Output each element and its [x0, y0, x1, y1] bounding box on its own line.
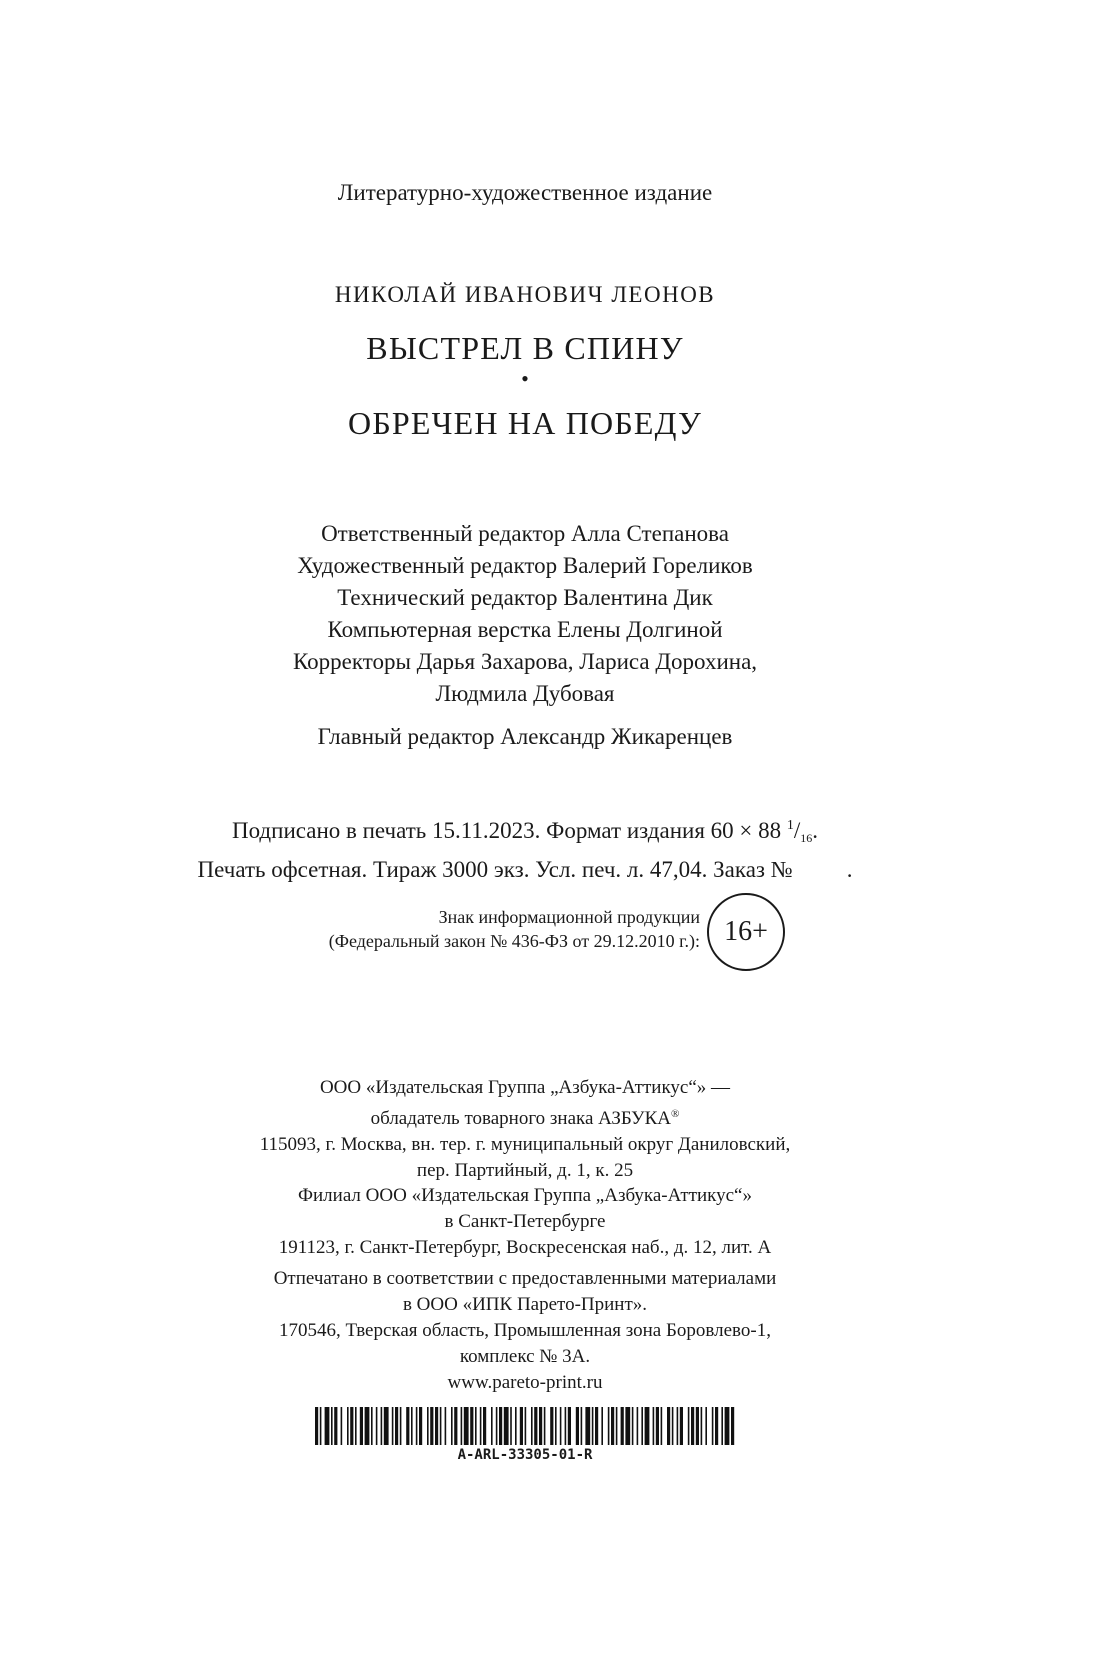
credit-line: Компьютерная верстка Елены Долгиной	[327, 617, 723, 642]
barcode-bar	[400, 1407, 402, 1445]
barcode-bar	[525, 1407, 527, 1445]
barcode-bar	[595, 1407, 598, 1445]
credit-line: Художественный редактор Валерий Гореликов	[297, 553, 753, 578]
barcode-bar	[376, 1407, 378, 1445]
barcode-bar	[483, 1407, 486, 1445]
barcode-bar	[731, 1407, 734, 1445]
barcode-bar	[712, 1407, 714, 1445]
barcode-bar	[555, 1407, 557, 1445]
barcode-bar	[625, 1407, 630, 1445]
age-rating-badge: 16+	[707, 893, 785, 971]
barcode-bar	[621, 1407, 624, 1445]
barcode-bar	[715, 1407, 718, 1445]
barcode-bar	[721, 1407, 723, 1445]
barcode-code: A-ARL-33305-01-R	[457, 1447, 593, 1463]
barcode-bar	[320, 1407, 322, 1445]
printer-info: Отпечатано в соответствии с предоставленными материалами в ООО «ИПК Парето-Принт». 170546, Тверская область, Промышленная зона Боровлево-1, комплекс № 3А. www.pareto-print.ru	[0, 1266, 1050, 1396]
format-fraction: $^1/_{16}$	[786, 818, 813, 845]
barcode-bar	[565, 1407, 567, 1445]
edition-type: Литературно-художественное издание	[337, 180, 713, 205]
barcode-bar	[534, 1407, 537, 1445]
barcode	[315, 1407, 735, 1445]
barcode-bar	[601, 1407, 603, 1445]
barcode-bar	[461, 1407, 463, 1445]
barcode-bar	[608, 1407, 610, 1445]
barcode-bar	[499, 1407, 502, 1445]
credit-line: Корректоры Дарья Захарова, Лариса Дорохина,	[292, 649, 758, 674]
barcode-bar	[406, 1407, 409, 1445]
barcode-bar	[544, 1407, 546, 1445]
barcode-bar	[645, 1407, 650, 1445]
barcode-bar	[632, 1407, 634, 1445]
barcode-bar	[464, 1407, 469, 1445]
credit-line: Ответственный редактор Алла Степанова	[321, 521, 729, 546]
barcode-bar	[560, 1407, 562, 1445]
book-title-first: ВЫСТРЕЛ В СПИНУ	[366, 330, 684, 366]
author-name: НИКОЛАЙ ИВАНОВИЧ ЛЕОНОВ	[334, 282, 716, 307]
barcode-bar	[475, 1407, 477, 1445]
barcode-bar	[725, 1407, 730, 1445]
barcode-bar	[392, 1407, 394, 1445]
barcode-bar	[411, 1407, 413, 1445]
credit-line: Людмила Дубовая	[435, 681, 615, 706]
registered-mark: ®	[671, 1108, 680, 1120]
barcode-bar	[515, 1407, 517, 1445]
barcode-bar	[435, 1407, 438, 1445]
barcode-bar	[661, 1407, 663, 1445]
publisher-info: ООО «Издательская Группа „Азбука-Аттикус“» — обладатель товарного знака АЗБУКА® 115093, г. Москва, вн. тер. г. муниципальный округ Даниловский, пер. Партийный, д. 1, к. 25	[259, 1077, 791, 1181]
barcode-bar	[581, 1407, 583, 1445]
barcode-bar	[705, 1407, 707, 1445]
barcode-bar	[480, 1407, 482, 1445]
barcode-bar	[611, 1407, 614, 1445]
barcode-bar	[315, 1407, 318, 1445]
barcode-bar	[568, 1407, 571, 1445]
barcode-bar	[451, 1407, 453, 1445]
barcode-bar	[365, 1407, 370, 1445]
barcode-bar	[667, 1407, 670, 1445]
barcode-bar	[350, 1407, 353, 1445]
barcode-bar	[445, 1407, 447, 1445]
barcode-bar	[470, 1407, 473, 1445]
barcode-bar	[701, 1407, 703, 1445]
barcode-bar	[677, 1407, 679, 1445]
book-title-second: ОБРЕЧЕН НА ПОБЕДУ	[348, 405, 702, 441]
barcode-bar	[653, 1407, 655, 1445]
barcode-bar	[688, 1407, 690, 1445]
barcode-bar	[680, 1407, 683, 1445]
barcode-bar	[637, 1407, 639, 1445]
barcode-bar	[691, 1407, 694, 1445]
barcode-bar	[416, 1407, 418, 1445]
barcode-bar	[440, 1407, 442, 1445]
barcode-bar	[491, 1407, 493, 1445]
barcode-bar	[325, 1407, 330, 1445]
chief-editor: Главный редактор Александр Жикаренцев	[317, 724, 733, 749]
barcode-bar	[531, 1407, 533, 1445]
barcode-bar	[585, 1407, 590, 1445]
barcode-bar	[331, 1407, 333, 1445]
barcode-bar	[371, 1407, 373, 1445]
barcode-bar	[504, 1407, 509, 1445]
barcode-bar	[539, 1407, 542, 1445]
barcode-bar	[641, 1407, 643, 1445]
barcode-bar	[427, 1407, 429, 1445]
credits-block	[0, 518, 1050, 710]
barcode-bar	[520, 1407, 523, 1445]
barcode-bar	[381, 1407, 383, 1445]
barcode-bar	[419, 1407, 422, 1445]
barcode-bar	[696, 1407, 699, 1445]
barcode-bar	[334, 1407, 337, 1445]
barcode-bar	[360, 1407, 363, 1445]
barcode-bar	[672, 1407, 674, 1445]
print-info	[0, 810, 1050, 886]
barcode-bar	[454, 1407, 457, 1445]
barcode-bar	[510, 1407, 512, 1445]
barcode-bar	[656, 1407, 659, 1445]
barcode-bar	[395, 1407, 398, 1445]
barcode-bar	[341, 1407, 343, 1445]
printer-website: www.pareto-print.ru	[447, 1372, 603, 1393]
barcode-bar	[616, 1407, 618, 1445]
print-info-line-1: Подписано в печать 15.11.2023. Формат издания 60 × 88 $^1/_{16}$.	[231, 818, 819, 845]
barcode-bar	[576, 1407, 579, 1445]
barcode-bar	[550, 1407, 553, 1445]
print-info-line-2: Печать офсетная. Тираж 3000 экз. Усл. печ. л. 47,04. Заказ № .	[197, 857, 853, 882]
title-separator: •	[521, 366, 529, 391]
credit-line: Технический редактор Валентина Дик	[337, 585, 713, 610]
barcode-bar	[384, 1407, 389, 1445]
barcode-bar	[592, 1407, 594, 1445]
branch-info: Филиал ООО «Издательская Группа „Азбука-Аттикус“» в Санкт-Петербурге 191123, г. Санкт-Петербург, Воскресенская наб., д. 12, лит. А	[278, 1185, 772, 1258]
barcode-bar	[347, 1407, 349, 1445]
barcode-bar	[430, 1407, 433, 1445]
barcode-bar	[355, 1407, 357, 1445]
age-rating-text: Знак информационной продукции (Федеральный закон № 436-ФЗ от 29.12.2010 г.):	[328, 907, 700, 951]
barcode-bar	[496, 1407, 498, 1445]
